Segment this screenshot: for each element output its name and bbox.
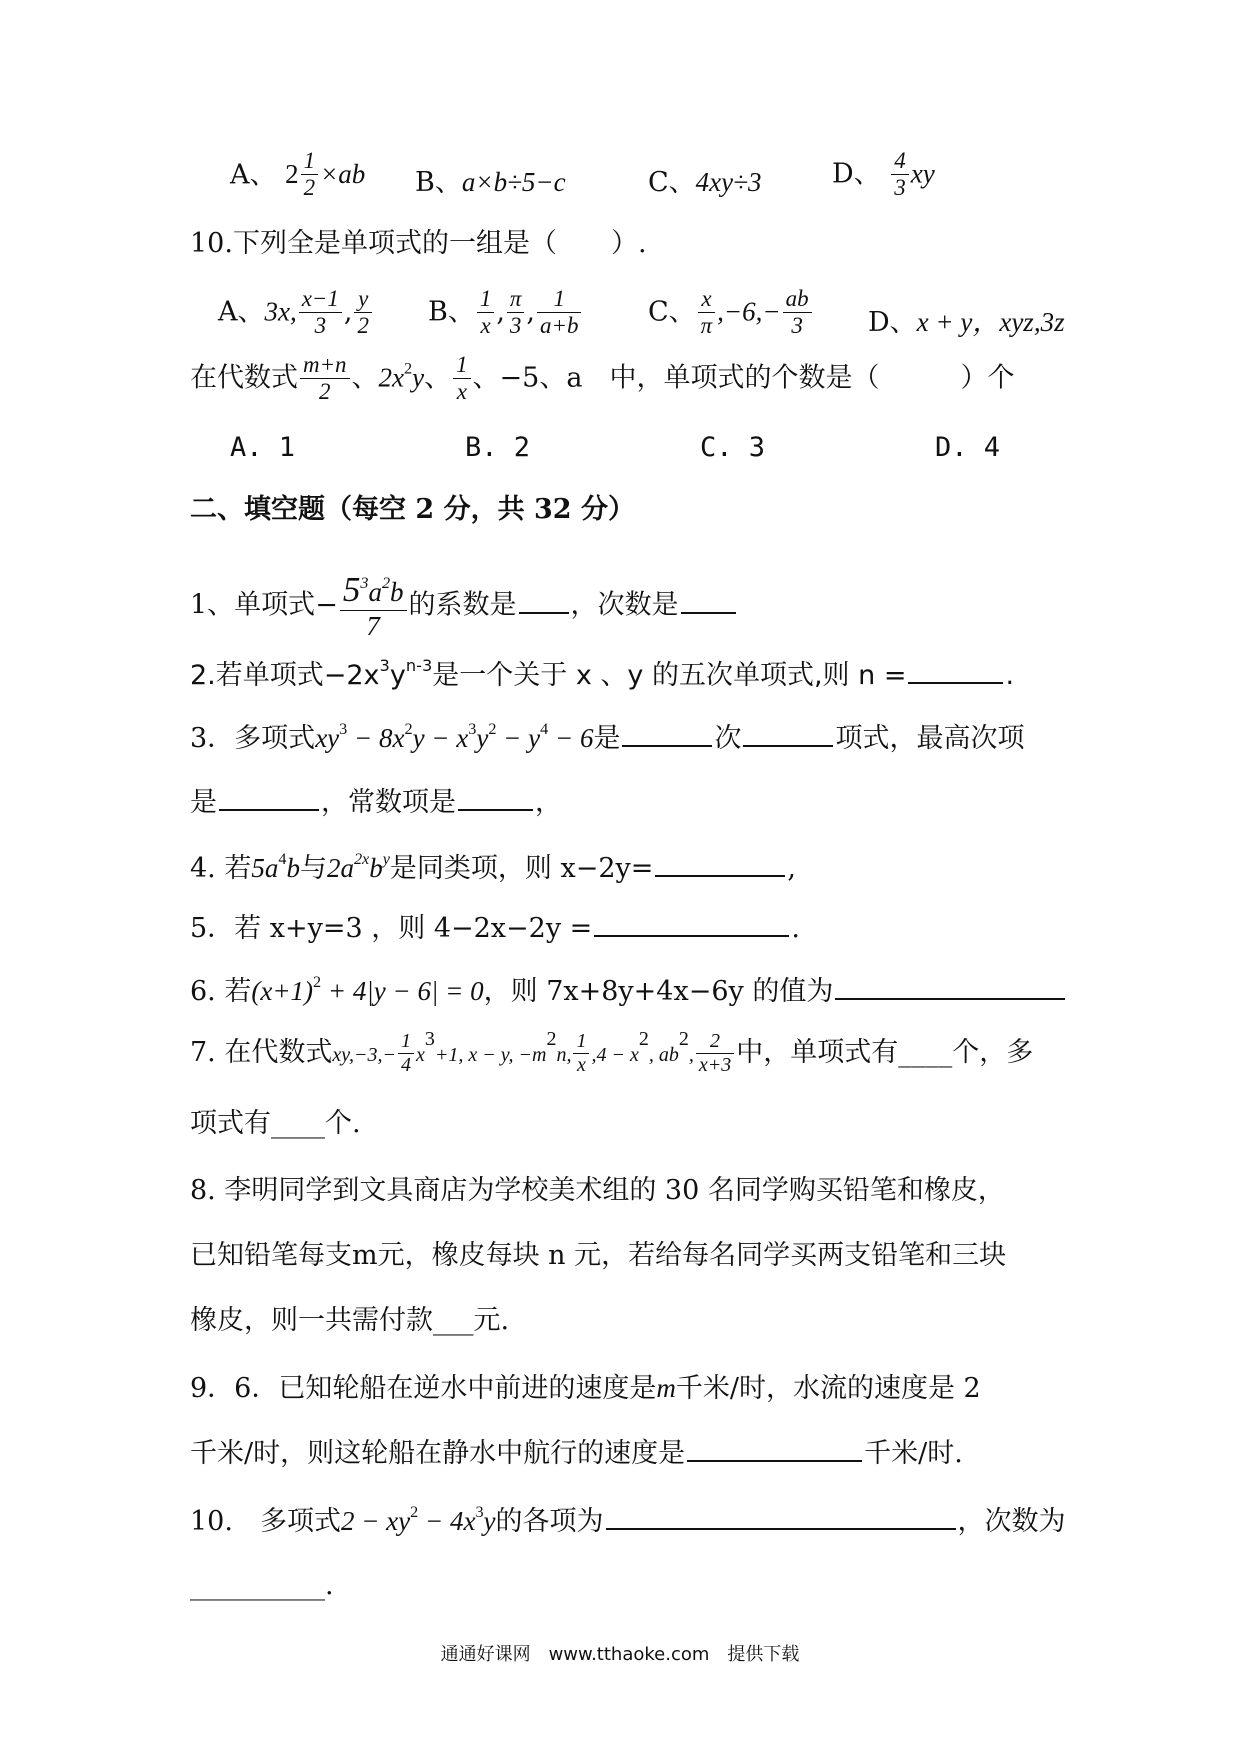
- q11-option-b: B. 2: [465, 432, 531, 463]
- fill-q2: 2.若单项式$-2x^3y^{n-3}$是一个关于 x 、y 的五次单项式,则 n = .: [190, 656, 1015, 691]
- q10-option-d: D、x + y，xyz,3z: [868, 307, 1065, 338]
- fill-q9-line1: 9．6．已知轮船在逆水中前进的速度是m千米/时，水流的速度是 2: [190, 1373, 981, 1404]
- page-footer: 通通好课网 www.tthaoke.com 提供下载: [440, 1644, 800, 1665]
- q9-option-a: A、 2 $\frac{1}{2}$ ×ab: [230, 148, 366, 201]
- fill-q3-cont: 是 ，常数项是 ，: [190, 787, 562, 818]
- fill-q7: 7. 在代数式xy,−3,− $\frac{1}{4}$ $x^3+1$, x − y, $-m^2n$, $\frac{1}{x}$ $,4 - x^2$, $ab^2$, $\frac{2}{x+3}$ 中，单项式有____个，多: [190, 1028, 1034, 1076]
- q10-stem: 10.下列全是单项式的一组是（ ）.: [190, 228, 647, 259]
- fill-q3: 3．多项式$xy^3 - 8x^2y - x^3y^2 - y^4 - 6$是 次 项式，最高次项: [190, 720, 1025, 754]
- fill-q8-line2: 已知铅笔每支m元，橡皮每块 n 元，若给每名同学买两支铅笔和三块: [190, 1240, 1007, 1271]
- q11-option-c: C. 3: [700, 432, 766, 463]
- fill-q10-cont: __________.: [190, 1570, 334, 1601]
- section2-title: 二、填空题（每空 2 分，共 32 分）: [190, 494, 635, 525]
- q9-option-b: B、a×b÷5−c: [415, 167, 566, 198]
- fill-q5: 5．若 x+y=3 ，则 4−2x−2y = .: [190, 913, 800, 944]
- q10-option-c: C、 $\frac{x}{\pi}$ ,−6,− $\frac{ab}{3}$: [648, 286, 814, 340]
- fill-q9-line2: 千米/时，则这轮船在静水中航行的速度是 千米/时.: [190, 1438, 963, 1469]
- q11-option-a: A. 1: [230, 432, 296, 463]
- fill-q8-line1: 8. 李明同学到文具商店为学校美术组的 30 名同学购买铅笔和橡皮，: [190, 1175, 1005, 1206]
- q10-option-a: A、3x, $\frac{x-1}{3}$ , $\frac{y}{2}$: [218, 286, 374, 340]
- fill-q1: 1、单项式− $\frac{5^3a^2b}{7}$ 的系数是 ，次数是: [190, 570, 738, 642]
- q9-option-d: D、 $\frac{4}{3}$ xy: [832, 148, 935, 201]
- fill-q6: 6. 若$(x+1)^2 + 4|y - 6| = 0$，则 7x+8y+4x−6y 的值为: [190, 975, 1067, 1008]
- fill-q4: 4. 若$5a^4b$与$2a^{2x}b^y$是同类项，则 x−2y= ,: [190, 850, 796, 884]
- fill-q10: 10. 多项式$2 - xy^2 - 4x^3y$的各项为 ，次数为: [190, 1503, 1066, 1537]
- q9-option-c: C、4xy÷3: [648, 167, 762, 198]
- q10-option-b: B、 $\frac{1}{x}$ , $\frac{\pi}{3}$ , $\frac{1}{a+b}$: [428, 286, 583, 340]
- q11-stem: 在代数式 $\frac{m+n}{2}$ 、$2x^2y$、 $\frac{1}{x}$ 、−5、a 中，单项式的个数是（ ）个: [190, 352, 1015, 405]
- fill-q7-cont: 项式有____个.: [190, 1108, 361, 1139]
- q11-option-d: D. 4: [935, 432, 1001, 463]
- fill-q8-line3: 橡皮，则一共需付款___元.: [190, 1305, 510, 1336]
